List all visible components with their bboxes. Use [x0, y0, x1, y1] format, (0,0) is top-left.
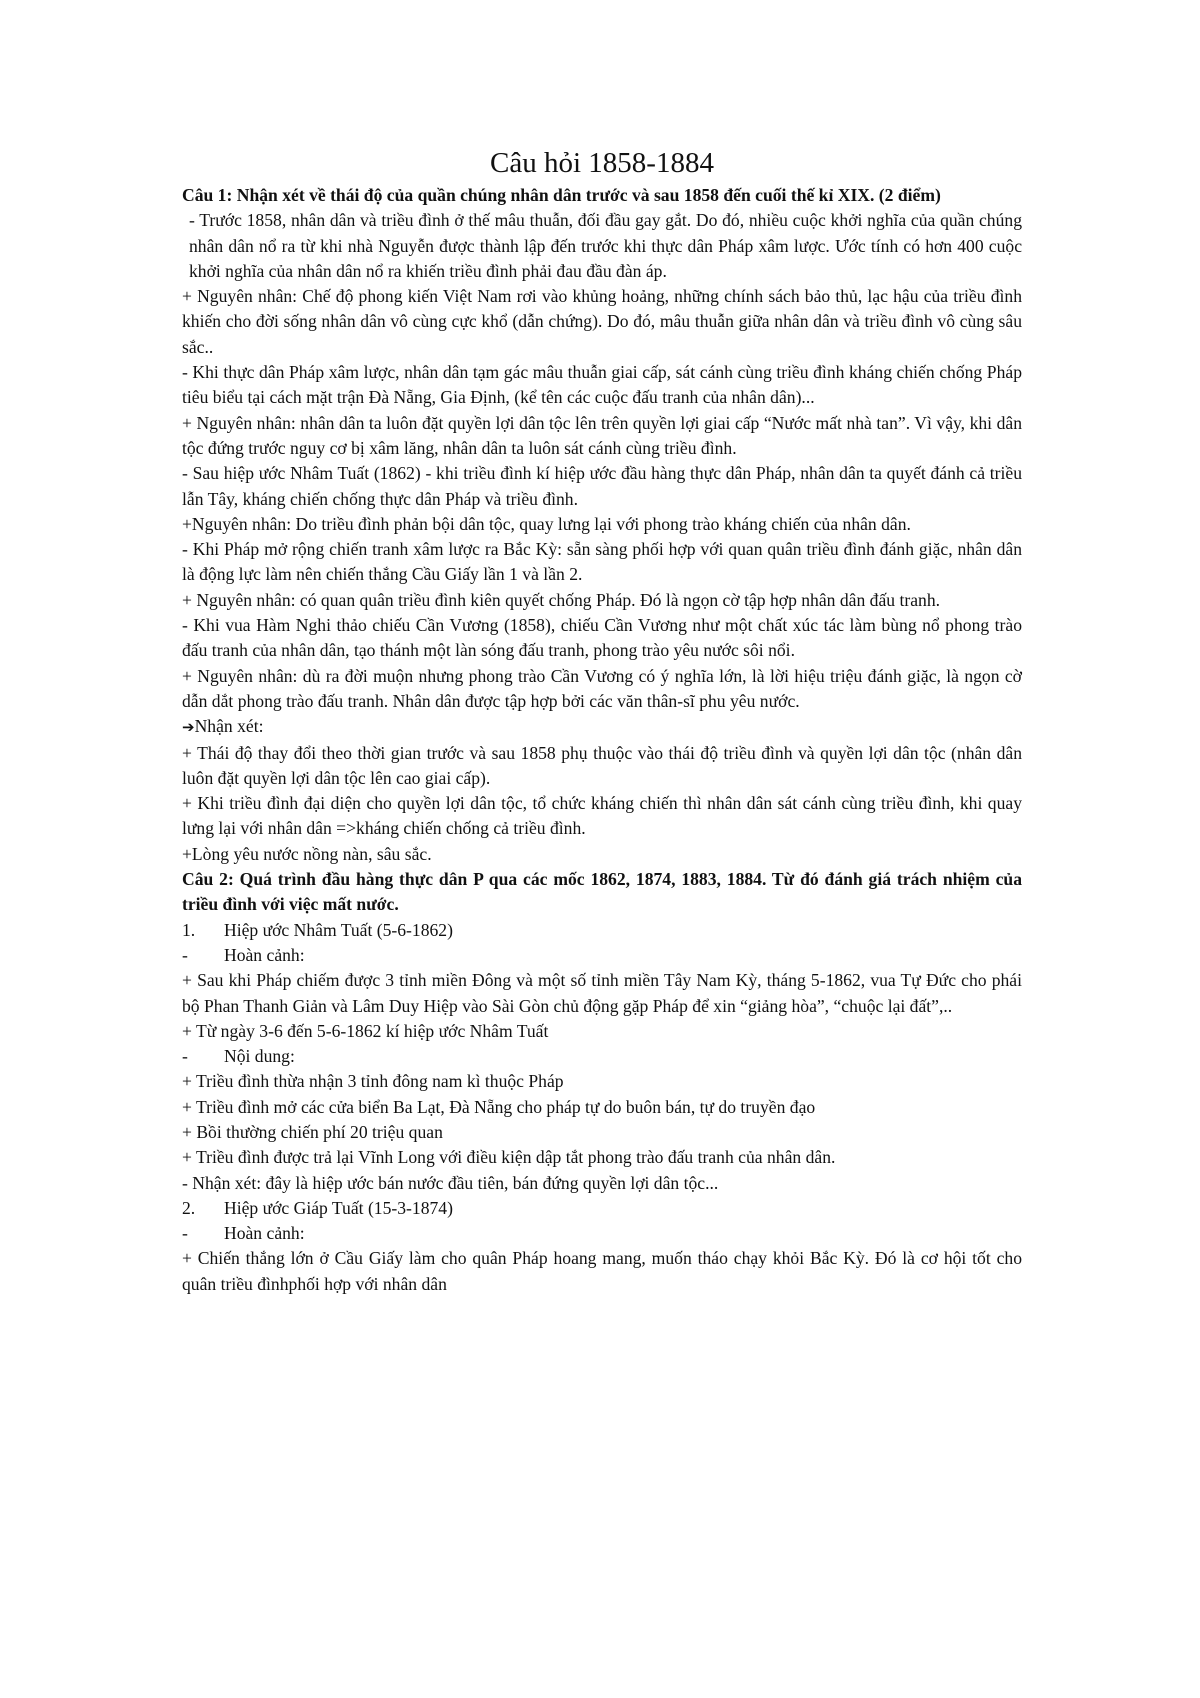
list-dash: -: [182, 1046, 188, 1067]
q1-paragraph: - Sau hiệp ước Nhâm Tuất (1862) - khi triều đình kí hiệp ước đầu hàng thực dân Pháp, nhân dân ta quyết đánh cả triều lẫn Tây, kháng chiến chống thực dân Pháp và triều đình.: [182, 463, 1022, 509]
treaty-1-content: + Triều đình thừa nhận 3 tỉnh đông nam kì thuộc Pháp: [182, 1071, 564, 1092]
q1-paragraph: - Trước 1858, nhân dân và triều đình ở thế mâu thuẫn, đối đầu gay gắt. Do đó, nhiều cuộc khởi nghĩa của quần chúng nhân dân nổ ra từ khi nhà Nguyễn được thành lập đến trước khi thực dân Pháp xâm lược. Ước tính có hơn 400 cuộc khởi nghĩa của nhân dân nổ ra khiến triều đình phải đau đầu đàn áp.: [189, 210, 1022, 281]
question-2-heading: Câu 2: Quá trình đầu hàng thực dân P qua các mốc 1862, 1874, 1883, 1884. Từ đó đánh giá trách nhiệm của triều đình với việc mất nước.: [182, 869, 1022, 915]
document-page: [182, 145, 1022, 1297]
treaty-2-context: + Chiến thắng lớn ở Cầu Giấy làm cho quân Pháp hoang mang, muốn tháo chạy khỏi Bắc Kỳ. Đó là cơ hội tốt cho quân triều đìnhphối hợp với nhân dân: [182, 1248, 1022, 1294]
page-title: Câu hỏi 1858-1884: [490, 147, 714, 179]
list-number: 1.: [182, 919, 196, 940]
conclusion-item: + Khi triều đình đại diện cho quyền lợi dân tộc, tổ chức kháng chiến thì nhân dân sát cánh cùng triều đình, khi quay lưng lại với nhân dân =>kháng chiến chống cả triều đình.: [182, 793, 1022, 839]
conclusion-item: +Lòng yêu nước nồng nàn, sâu sắc.: [182, 843, 432, 864]
treaty-1-heading: [182, 918, 1022, 943]
list-dash: -: [182, 1223, 188, 1244]
treaty-1-context: + Sau khi Pháp chiếm được 3 tỉnh miền Đông và một số tỉnh miền Tây Nam Kỳ, tháng 5-1862, vua Tự Đức cho phái bộ Phan Thanh Giản và Lâm Duy Hiệp vào Sài Gòn chủ động gặp Pháp để xin “giảng hòa”, “chuộc lại đất”,..: [182, 970, 1022, 1016]
q1-paragraph: + Nguyên nhân: có quan quân triều đình kiên quyết chống Pháp. Đó là ngọn cờ tập hợp nhân dân đấu tranh.: [182, 589, 941, 610]
conclusion-item: + Thái độ thay đổi theo thời gian trước và sau 1858 phụ thuộc vào thái độ triều đình và quyền lợi dân tộc (nhân dân luôn đặt quyền lợi dân tộc lên cao giai cấp).: [182, 742, 1022, 788]
conclusion-label: Nhận xét:: [194, 716, 264, 737]
q1-paragraph: +Nguyên nhân: Do triều đình phản bội dân tộc, quay lưng lại với phong trào kháng chiến của nhân dân.: [182, 513, 911, 534]
content-label: Nội dung:: [224, 1046, 295, 1067]
question-1-heading: Câu 1: Nhận xét về thái độ của quần chúng nhân dân trước và sau 1858 đến cuối thế kỉ XIX. (2 điểm): [182, 185, 941, 205]
conclusion-line: [182, 714, 1022, 740]
treaty-title: Hiệp ước Giáp Tuất (15-3-1874): [224, 1197, 453, 1218]
treaty-1-content: + Triều đình được trả lại Vĩnh Long với điều kiện dập tắt phong trào đấu tranh của nhân dân.: [182, 1147, 836, 1168]
context-label-row: [182, 1221, 1022, 1246]
treaty-1-context: + Từ ngày 3-6 đến 5-6-1862 kí hiệp ước Nhâm Tuất: [182, 1020, 549, 1041]
q1-paragraph: + Nguyên nhân: nhân dân ta luôn đặt quyền lợi dân tộc lên trên quyền lợi giai cấp “Nước mất nhà tan”. Vì vậy, khi dân tộc đứng trước nguy cơ bị xâm lăng, nhân dân ta luôn sát cánh cùng triều đình.: [182, 412, 1022, 458]
list-dash: -: [182, 944, 188, 965]
treaty-2-heading: [182, 1196, 1022, 1221]
q1-paragraph: - Khi vua Hàm Nghi thảo chiếu Cần Vương (1858), chiếu Cần Vương như một chất xúc tác làm bùng nổ phong trào đấu tranh của nhân dân, tạo thánh một làn sóng đấu tranh, phong trào yêu nước sôi nổi.: [182, 615, 1022, 661]
treaty-1-content: + Bồi thường chiến phí 20 triệu quan: [182, 1121, 443, 1142]
q1-paragraph: + Nguyên nhân: dù ra đời muộn nhưng phong trào Cần Vương có ý nghĩa lớn, là lời hiệu triệu đánh giặc, là ngọn cờ dẫn dắt phong trào đấu tranh. Nhân dân được tập hợp bởi các văn thân-sĩ phu yêu nước.: [182, 665, 1022, 711]
q1-paragraph: - Khi thực dân Pháp xâm lược, nhân dân tạm gác mâu thuẫn giai cấp, sát cánh cùng triều đình kháng chiến chống Pháp tiêu biểu tại cách mặt trận Đà Nẵng, Gia Định, (kể tên các cuộc đấu tranh của nhân dân)...: [182, 362, 1022, 408]
arrow-right-icon: ➔: [182, 718, 195, 737]
treaty-title: Hiệp ước Nhâm Tuất (5-6-1862): [224, 919, 453, 940]
list-number: 2.: [182, 1197, 196, 1218]
context-label-row: [182, 943, 1022, 968]
content-label-row: [182, 1044, 1022, 1069]
context-label: Hoàn cảnh:: [224, 944, 305, 965]
q1-paragraph: + Nguyên nhân: Chế độ phong kiến Việt Nam rơi vào khủng hoảng, những chính sách bảo thủ, lạc hậu của triều đình khiến cho đời sống nhân dân vô cùng cực khổ (dẫn chứng). Do đó, mâu thuẫn giữa nhân dân và triều đình vô cùng sâu sắc..: [182, 286, 1022, 357]
treaty-1-content: + Triều đình mở các cửa biển Ba Lạt, Đà Nẵng cho pháp tự do buôn bán, tự do truyền đạo: [182, 1096, 816, 1117]
context-label: Hoàn cảnh:: [224, 1223, 305, 1244]
treaty-1-remark: - Nhận xét: đây là hiệp ước bán nước đầu tiên, bán đứng quyền lợi dân tộc...: [182, 1172, 719, 1193]
q1-paragraph: - Khi Pháp mở rộng chiến tranh xâm lược ra Bắc Kỳ: sẵn sàng phối hợp với quan quân triều đình đánh giặc, nhân dân là động lực làm nên chiến thắng Cầu Giấy lần 1 và lần 2.: [182, 539, 1022, 585]
